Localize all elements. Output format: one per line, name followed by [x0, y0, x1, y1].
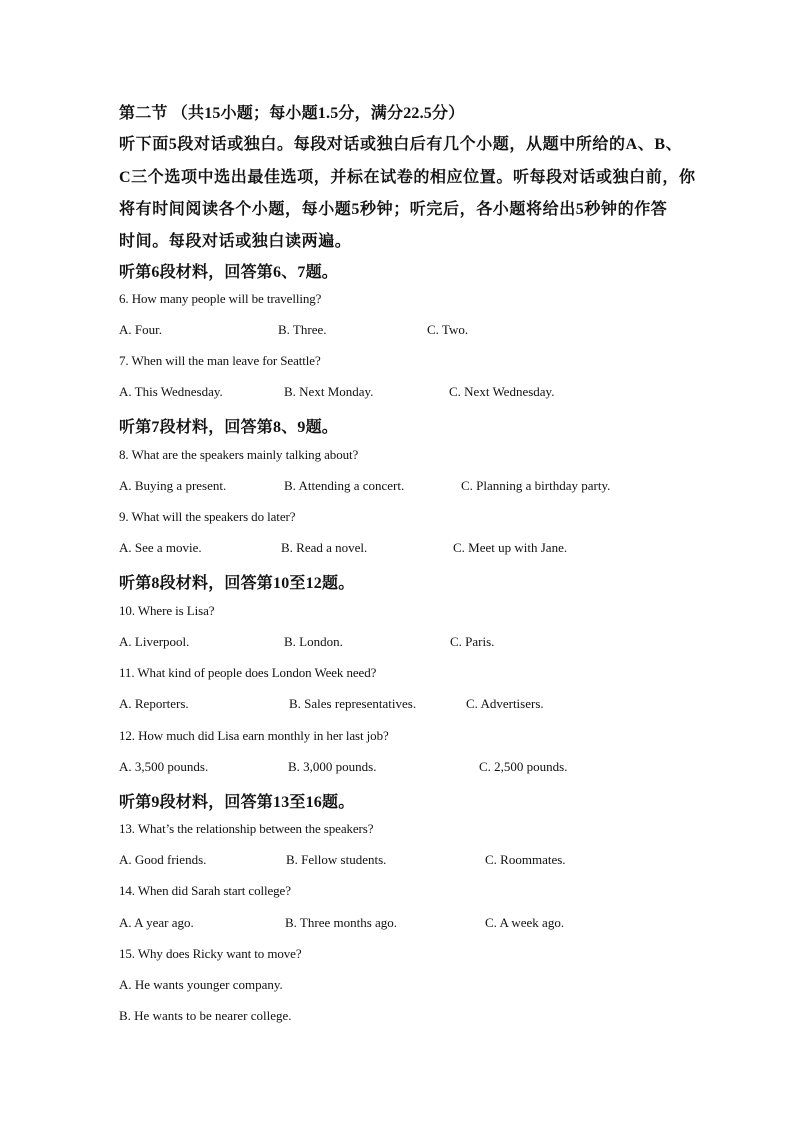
option-c: C. Planning a birthday party. — [461, 478, 611, 493]
option-a: A. Liverpool. — [119, 634, 190, 649]
option-b: B. Fellow students. — [286, 852, 387, 867]
group-heading: 听第9段材料，回答第13至16题。 — [119, 794, 355, 811]
option-b: B. He wants to be nearer college. — [119, 1008, 292, 1023]
option-b: B. Attending a concert. — [284, 478, 405, 493]
option-b: B. 3,000 pounds. — [288, 759, 377, 774]
group-heading: 听第6段材料，回答第6、7题。 — [119, 264, 339, 281]
option-b: B. Three. — [278, 322, 327, 337]
question-stem: 8. What are the speakers mainly talking about? — [119, 447, 359, 462]
option-a: A. He wants younger company. — [119, 977, 283, 992]
section-title: 第二节 （共15小题；每小题1.5分，满分22.5分） — [119, 105, 465, 122]
group-heading: 听第7段材料，回答第8、9题。 — [119, 419, 339, 436]
option-c: C. Meet up with Jane. — [453, 540, 568, 555]
question-stem: 10. Where is Lisa? — [119, 603, 215, 618]
instructions-line-3: 将有时间阅读各个小题，每小题5秒钟；听完后，各小题将给出5秒钟的作答 — [119, 201, 668, 218]
question-stem: 13. What’s the relationship between the speakers? — [119, 821, 374, 836]
option-b: B. London. — [284, 634, 343, 649]
question-stem: 9. What will the speakers do later? — [119, 509, 296, 524]
option-a: A. Buying a present. — [119, 478, 227, 493]
question-stem: 7. When will the man leave for Seattle? — [119, 353, 321, 368]
option-c: C. Roommates. — [485, 852, 566, 867]
option-a: A. 3,500 pounds. — [119, 759, 209, 774]
option-c: C. Next Wednesday. — [449, 384, 555, 399]
option-c: C. Two. — [427, 322, 469, 337]
question-stem: 6. How many people will be travelling? — [119, 291, 322, 306]
question-stem: 14. When did Sarah start college? — [119, 883, 291, 898]
option-c: C. Advertisers. — [466, 696, 544, 711]
option-a: A. A year ago. — [119, 915, 194, 930]
option-b: B. Next Monday. — [284, 384, 374, 399]
option-a: A. Reporters. — [119, 696, 189, 711]
option-a: A. This Wednesday. — [119, 384, 223, 399]
instructions-line-2: C三个选项中选出最佳选项，并标在试卷的相应位置。听每段对话或独白前，你 — [119, 169, 696, 186]
option-c: C. 2,500 pounds. — [479, 759, 568, 774]
option-a: A. Good friends. — [119, 852, 207, 867]
option-b: B. Three months ago. — [285, 915, 398, 930]
instructions-line-4: 时间。每段对话或独白读两遍。 — [119, 233, 352, 250]
group-heading: 听第8段材料，回答第10至12题。 — [119, 575, 355, 592]
question-stem: 15. Why does Ricky want to move? — [119, 946, 302, 961]
option-c: C. Paris. — [450, 634, 495, 649]
option-b: B. Read a novel. — [281, 540, 368, 555]
option-b: B. Sales representatives. — [289, 696, 417, 711]
option-a: A. See a movie. — [119, 540, 202, 555]
question-stem: 12. How much did Lisa earn monthly in her last job? — [119, 728, 389, 743]
option-c: C. A week ago. — [485, 915, 565, 930]
instructions-line-1: 听下面5段对话或独白。每段对话或独白后有几个小题，从题中所给的A、B、 — [119, 136, 683, 153]
option-a: A. Four. — [119, 322, 162, 337]
question-stem: 11. What kind of people does London Week need? — [119, 665, 377, 680]
